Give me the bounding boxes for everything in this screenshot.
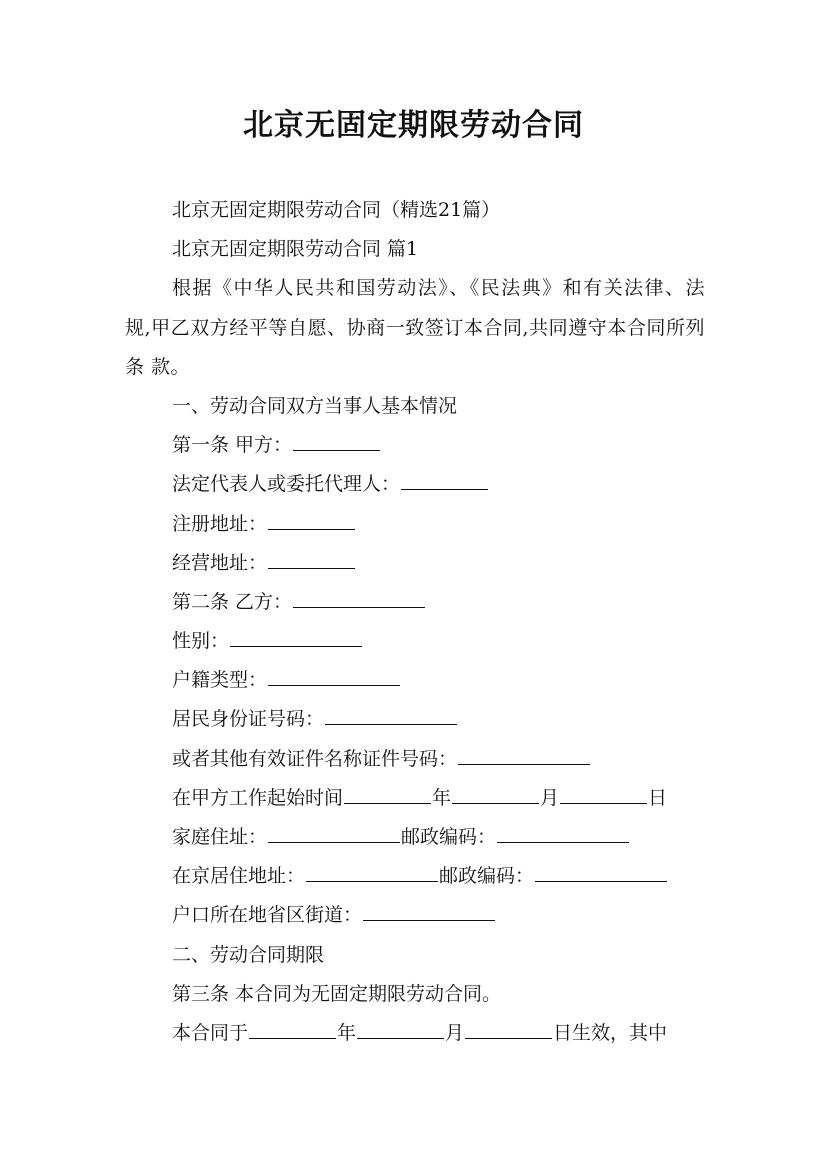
gender-line <box>125 622 705 661</box>
reg-address-line <box>125 505 705 544</box>
other-id-line <box>125 740 705 779</box>
party-b-blank[interactable] <box>293 606 425 608</box>
document-body <box>125 191 705 1053</box>
home-address-label: 家庭住址： <box>172 826 268 849</box>
section-heading: 北京无固定期限劳动合同 篇1 <box>172 238 419 261</box>
reg-address-blank[interactable] <box>268 528 355 530</box>
party-a-blank[interactable] <box>293 449 380 451</box>
party-b-line <box>125 583 705 622</box>
article3-text: 第三条 本合同为无固定期限劳动合同。 <box>172 982 502 1005</box>
hukou-type-blank[interactable] <box>268 684 400 686</box>
gender-blank[interactable] <box>230 645 362 647</box>
effective-day-blank[interactable] <box>465 1037 552 1039</box>
month-char: 月 <box>540 786 560 809</box>
legal-rep-blank[interactable] <box>401 488 488 490</box>
beijing-address-blank[interactable] <box>306 880 438 882</box>
other-id-label: 或者其他有效证件名称证件号码： <box>172 747 458 770</box>
start-month-blank[interactable] <box>452 802 539 804</box>
start-time-line <box>125 779 705 818</box>
party-b-label: 第二条 乙方： <box>172 590 293 613</box>
hukou-location-label: 户口所在地省区街道： <box>172 904 363 927</box>
biz-address-blank[interactable] <box>268 567 355 569</box>
id-number-blank[interactable] <box>325 723 457 725</box>
home-postcode-blank[interactable] <box>497 841 629 843</box>
legal-rep-label: 法定代表人或委托代理人： <box>172 473 401 496</box>
subtitle: 北京无固定期限劳动合同（精选21篇） <box>172 199 501 221</box>
effective-date-line <box>125 1014 705 1053</box>
id-number-label: 居民身份证号码： <box>172 708 325 731</box>
beijing-postcode-label: 邮政编码： <box>439 865 535 888</box>
beijing-postcode-blank[interactable] <box>535 880 667 882</box>
biz-address-label: 经营地址： <box>172 551 268 574</box>
gender-label: 性别： <box>172 630 230 653</box>
document-title: 北京无固定期限劳动合同 <box>243 108 584 143</box>
home-address-blank[interactable] <box>268 841 400 843</box>
beijing-address-line <box>125 857 705 896</box>
part2-heading: 二、劳动合同期限 <box>172 943 325 966</box>
hukou-location-blank[interactable] <box>363 919 495 921</box>
part1-heading: 一、劳动合同双方当事人基本情况 <box>172 394 458 417</box>
hukou-location-line <box>125 896 705 935</box>
reg-address-label: 注册地址： <box>172 512 268 535</box>
home-postcode-label: 邮政编码： <box>401 826 497 849</box>
party-a-line <box>125 426 705 465</box>
home-address-line <box>125 818 705 857</box>
intro-paragraph: 根据《中华人民共和国劳动法》、《民法典》和有关法律、法规,甲乙双方经平等自愿、协商一致签订本合同,共同遵守本合同所列条 款。 <box>125 277 705 378</box>
party-a-label: 第一条 甲方： <box>172 434 293 457</box>
start-time-label: 在甲方工作起始时间 <box>172 786 344 809</box>
other-id-blank[interactable] <box>458 763 590 765</box>
year-char: 年 <box>432 786 452 809</box>
beijing-address-label: 在京居住地址： <box>172 865 306 888</box>
effective-year-blank[interactable] <box>249 1037 336 1039</box>
legal-rep-line <box>125 465 705 504</box>
start-day-blank[interactable] <box>560 802 647 804</box>
hukou-type-line <box>125 661 705 700</box>
hukou-type-label: 户籍类型： <box>172 669 268 692</box>
effective-month-blank[interactable] <box>357 1037 444 1039</box>
effective-prefix: 本合同于 <box>172 1021 249 1044</box>
start-year-blank[interactable] <box>344 802 431 804</box>
id-number-line <box>125 700 705 739</box>
effective-year-char: 年 <box>337 1021 357 1044</box>
effective-month-char: 月 <box>445 1021 465 1044</box>
day-char: 日 <box>648 786 668 809</box>
biz-address-line <box>125 544 705 583</box>
effective-suffix: 日生效，其中 <box>553 1021 668 1044</box>
